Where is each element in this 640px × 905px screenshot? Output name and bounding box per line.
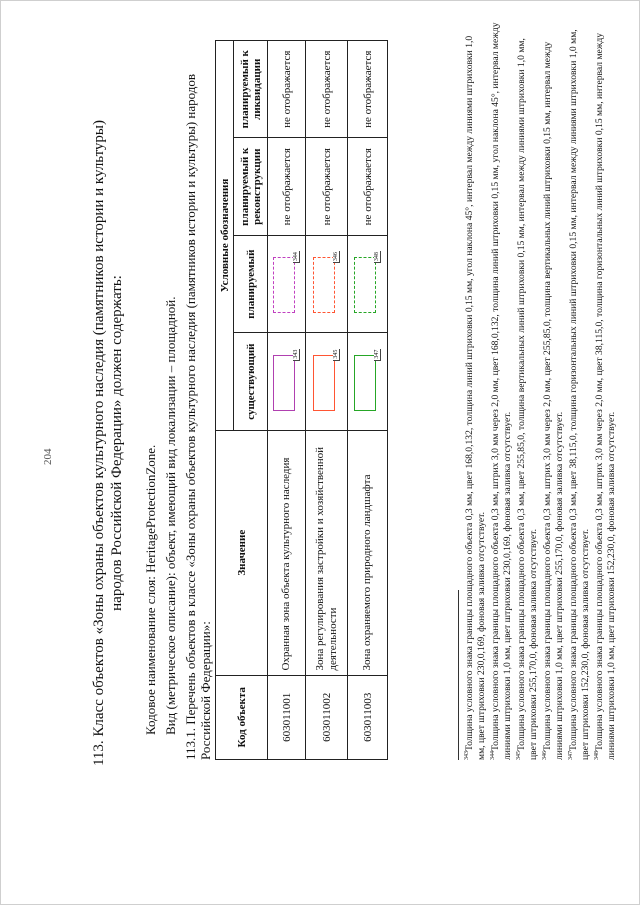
footnote-number: 346 xyxy=(541,751,548,760)
footnote-number: 347 xyxy=(567,751,574,760)
cell-reconstruction: не отображается xyxy=(306,138,348,235)
dashed-zone-symbol xyxy=(273,257,295,313)
symbol-existing xyxy=(348,333,388,430)
footnote-text: Толщина условного знака границы площадного объекта 0,3 мм, цвет 168,0,132, толщина линий штриховки 0,15 мм, угол наклона 45°, интервал между линиями штриховки 1,0 мм, цвет штриховки 230,0,169, фоновая заливка отсутствует. xyxy=(464,35,488,760)
footnote-text: Толщина условного знака границы площадного объекта 0,3 мм, штрих 3,0 мм через 2,0 мм, цвет 38,115,0, толщина горизонтальных линий штриховки 0,15 мм, интервал между линиями штриховки 1,0 мм, цвет штриховки 152,230,0, фоновая заливка отсутствует. xyxy=(594,32,618,760)
footnote-ref: 346 xyxy=(333,252,339,262)
solid-zone-symbol xyxy=(354,355,376,411)
cell-liquidation: не отображается xyxy=(348,41,388,138)
header-liquidation: планируемый к ликвидации xyxy=(234,41,268,138)
row-code: 603011003 xyxy=(348,675,388,759)
objects-table xyxy=(215,40,388,760)
row-value: Зона регулирования застройки и хозяйственной деятельности xyxy=(306,430,348,675)
row-code: 603011002 xyxy=(306,675,348,759)
cell-reconstruction: не отображается xyxy=(348,138,388,235)
row-value: Охранная зона объекта культурного наследия xyxy=(268,430,306,675)
dashed-zone-symbol xyxy=(313,257,335,313)
table-row xyxy=(268,41,306,760)
footnote-ref: 348 xyxy=(374,252,380,262)
cell-reconstruction: не отображается xyxy=(268,138,306,235)
header-reconstruction: планируемый к реконструкции xyxy=(234,138,268,235)
dashed-zone-symbol xyxy=(354,257,376,313)
geometry-text: Вид (метрическое описание): объект, имеющий вид локализации – площадной. xyxy=(163,296,178,735)
cell-liquidation: не отображается xyxy=(268,41,306,138)
footnote xyxy=(464,20,488,760)
footnote-ref: 344 xyxy=(293,252,299,262)
footnote-text: Толщина условного знака границы площадного объекта 0,3 мм, цвет 255,85,0, толщина вертикальных линий штриховки 0,15 мм, интервал между линиями штриховки 1,0 мм, цвет штриховки 255,170,0, фоновая заливка отсутствует. xyxy=(516,38,540,760)
footnote-divider xyxy=(458,590,459,760)
footnote-number: 343 xyxy=(463,751,470,760)
cell-liquidation: не отображается xyxy=(306,41,348,138)
header-existing: существующий xyxy=(234,333,268,430)
solid-zone-symbol xyxy=(313,355,335,411)
footnote-number: 344 xyxy=(489,751,496,760)
symbol-planned xyxy=(268,235,306,332)
header-planned: планируемый xyxy=(234,235,268,332)
symbol-existing xyxy=(268,333,306,430)
footnote xyxy=(490,20,514,760)
symbol-planned xyxy=(306,235,348,332)
footnote-text: Толщина условного знака границы площадного объекта 0,3 мм, цвет 38,115,0, толщина горизонтальных линий штриховки 0,15 мм, интервал между линиями штриховки 1,0 мм, цвет штриховки 152,230,0, фоновая заливка отсутствует. xyxy=(568,29,592,760)
solid-zone-symbol xyxy=(273,355,295,411)
footnote-number: 345 xyxy=(515,751,522,760)
footnote xyxy=(568,20,592,760)
table-row xyxy=(306,41,348,760)
footnote xyxy=(594,20,618,760)
header-code: Код объекта xyxy=(216,675,268,759)
symbol-existing xyxy=(306,333,348,430)
symbol-planned xyxy=(348,235,388,332)
row-value: Зона охраняемого природного ландшафта xyxy=(348,430,388,675)
footnote xyxy=(542,20,566,760)
footnote xyxy=(516,20,540,760)
footnote-ref: 347 xyxy=(374,349,380,359)
header-legend-group: Условные обозначения xyxy=(216,41,234,431)
list-title: 113.1. Перечень объектов в классе «Зоны охраны объектов культурного наследия (памятников истории и культуры) народов Российской Федерации»: xyxy=(183,74,213,760)
row-code: 603011001 xyxy=(268,675,306,759)
footnote-ref: 345 xyxy=(333,349,339,359)
layer-code-text: Кодовое наименование слоя: HeritageProtectionZone. xyxy=(143,444,158,735)
footnote-text: Толщина условного знака границы площадного объекта 0,3 мм, штрих 3,0 мм через 2,0 мм, цвет 255,85,0, толщина вертикальных линий штриховки 0,15 мм, интервал между линиями штриховки 1,0 мм, цвет штриховки 255,170,0, фоновая заливка отсутствует. xyxy=(542,41,566,760)
footnote-text: Толщина условного знака границы площадного объекта 0,3 мм, штрих 3,0 мм через 2,0 мм, цвет 168,0,132, толщина линий штриховки 0,15 мм, угол наклона 45°, интервал между линиями штриховки 1,0 мм, цвет штриховки 230,0,169, фоновая заливка отсутствует. xyxy=(490,22,514,760)
footnote-number: 348 xyxy=(593,751,600,760)
page-number: 204 xyxy=(42,448,54,465)
footnote-ref: 343 xyxy=(293,349,299,359)
section-heading: 113. Класс объектов «Зоны охраны объектов культурного наследия (памятников истории и культуры) народов Российской Федерации» должен содержать: xyxy=(91,119,125,767)
header-value: Значение xyxy=(216,430,268,675)
table-row xyxy=(348,41,388,760)
